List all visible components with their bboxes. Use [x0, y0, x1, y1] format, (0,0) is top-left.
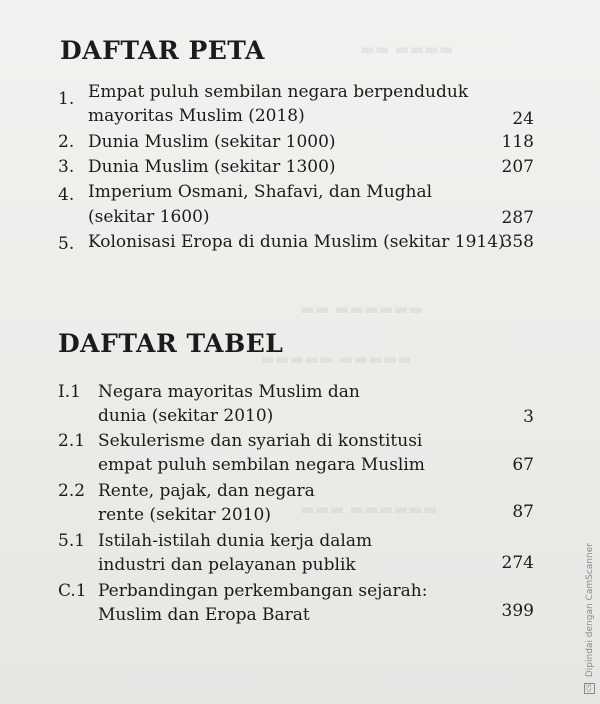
- map-list-item: [0, 180, 600, 230]
- table-item-number: 5.1: [58, 531, 86, 551]
- table-item-number: 2.1: [58, 431, 86, 451]
- table-item-page: 3: [523, 407, 534, 427]
- map-item-title: Kolonisasi Eropa di dunia Muslim (sekitar 1914): [88, 232, 505, 252]
- table-item-title: Perbandingan perkembangan sejarah:: [98, 581, 428, 601]
- reverse-side-bleed: ▬▬▬▬ ▬▬: [360, 40, 454, 58]
- map-item-page: 24: [512, 109, 534, 129]
- camscanner-logo-icon: CS: [586, 684, 593, 693]
- reverse-side-bleed: ▬▬▬▬▬ ▬▬▬▬▬: [260, 350, 412, 368]
- map-item-page: 118: [501, 132, 534, 152]
- watermark-text: Dipindai dengan CamScanner: [585, 543, 595, 678]
- table-item-title-continued: rente (sekitar 2010): [98, 505, 271, 525]
- map-item-title: Dunia Muslim (sekitar 1300): [88, 157, 336, 177]
- table-item-number: 2.2: [58, 481, 86, 501]
- table-item-title-continued: Muslim dan Eropa Barat: [98, 605, 310, 625]
- table-item-page: 67: [512, 455, 534, 475]
- map-item-page: 287: [501, 208, 534, 228]
- map-item-number: 4.: [58, 185, 75, 205]
- map-item-number: 5.: [58, 234, 75, 254]
- tables-section-title: DAFTAR TABEL: [58, 329, 284, 358]
- map-item-number: 3.: [58, 157, 75, 177]
- table-list-item: [0, 479, 600, 529]
- table-item-title: Istilah-istilah dunia kerja dalam: [98, 531, 373, 551]
- map-item-title: Dunia Muslim (sekitar 1000): [88, 132, 336, 152]
- map-item-title: Imperium Osmani, Shafavi, dan Mughal: [88, 182, 433, 202]
- table-list-item: [0, 429, 600, 479]
- table-item-title: Rente, pajak, dan negara: [98, 481, 315, 501]
- table-item-title-continued: dunia (sekitar 2010): [98, 406, 274, 426]
- reverse-side-bleed: ▬▬▬▬▬▬ ▬▬▬: [300, 500, 438, 518]
- table-item-title: Sekulerisme dan syariah di konstitusi: [98, 431, 423, 451]
- table-item-page: 399: [501, 601, 534, 621]
- reverse-side-bleed: ▬▬▬▬▬▬ ▬▬: [300, 300, 423, 318]
- map-item-title: Empat puluh sembilan negara berpenduduk: [88, 82, 469, 102]
- map-item-number: 2.: [58, 132, 75, 152]
- map-item-number: 1.: [58, 89, 75, 109]
- table-item-page: 87: [512, 502, 534, 522]
- map-list-item: [0, 130, 600, 155]
- scanner-watermark: [584, 543, 598, 694]
- map-item-title-continued: mayoritas Muslim (2018): [88, 106, 305, 126]
- map-item-title-continued: (sekitar 1600): [88, 207, 210, 227]
- table-item-page: 274: [501, 553, 534, 573]
- table-item-title: Negara mayoritas Muslim dan: [98, 382, 360, 402]
- table-item-number: I.1: [58, 382, 81, 402]
- map-item-page: 207: [501, 157, 534, 177]
- table-item-title-continued: empat puluh sembilan negara Muslim: [98, 455, 425, 475]
- table-list-item: [0, 579, 600, 629]
- map-item-page: 358: [501, 232, 534, 252]
- table-item-title-continued: industri dan pelayanan publik: [98, 555, 356, 575]
- map-list-item: [0, 155, 600, 180]
- table-list-item: [0, 529, 600, 579]
- map-list-item: [0, 80, 600, 130]
- table-item-number: C.1: [58, 581, 87, 601]
- maps-section-title: DAFTAR PETA: [60, 36, 265, 65]
- table-list-item: [0, 380, 600, 430]
- map-list-item: [0, 230, 600, 255]
